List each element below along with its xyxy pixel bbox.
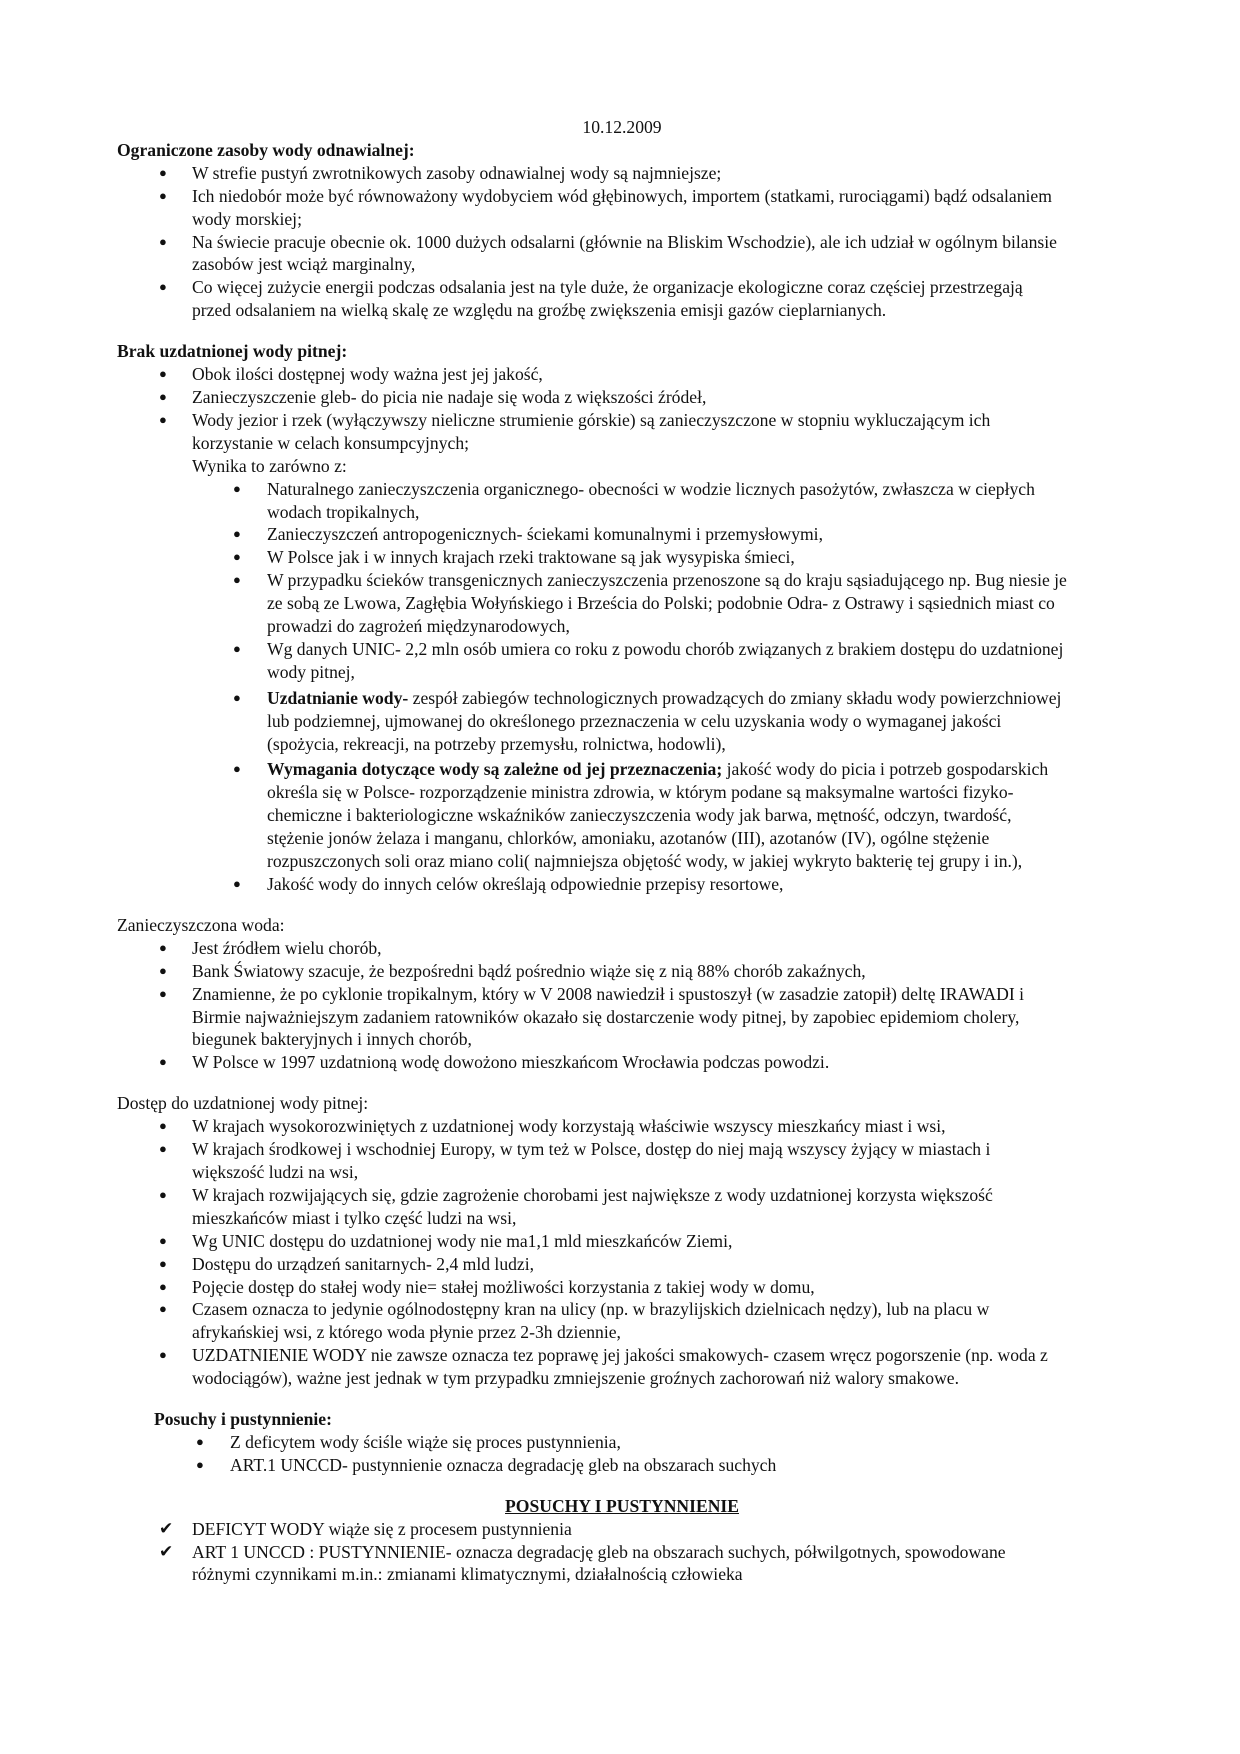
document-page (117, 116, 1127, 1586)
text-line: biegunek bakteryjnych i innych chorób, (192, 1029, 472, 1050)
text-line: Brak uzdatnionej wody pitnej: (117, 341, 348, 362)
text-line: wody pitnej, (267, 661, 355, 682)
section-label (117, 914, 1127, 937)
bullet-item (117, 386, 1127, 409)
text-line: Zanieczyszczeń antropogenicznych- ściekami komunalnymi i przemysłowymi, (267, 524, 823, 545)
text-line: chemiczne i bakteriologiczne wskaźników zanieczyszczenia wody jak barwa, mętność, odczyn, twardość, (267, 805, 1012, 826)
section-label (117, 1092, 1127, 1115)
text-line: Wg danych UNIC- 2,2 mln osób umiera co roku z powodu chorób związanych z brakiem dostępu do uzdatnionej (267, 638, 1064, 659)
text-line: Bank Światowy szacuje, że bezpośredni bądź pośrednio wiąże się z nią 88% chorób zakaźnych, (192, 960, 866, 981)
text-line: Wody jezior i rzek (wyłączywszy nieliczne strumienie górskie) są zanieczyszczone w stopniu wykluczającym ich (192, 409, 991, 430)
bullet-dot-icon: ● (159, 366, 167, 382)
text-line: W przypadku ścieków transgenicznych zanieczyszczenia przenoszone są do kraju sąsiadującego np. Bug niesie je (267, 570, 1067, 591)
bullet-dot-icon: ● (159, 1301, 167, 1317)
text-line: mieszkańców miast i tylko część ludzi na wsi, (192, 1207, 517, 1228)
sub-bullet-item (117, 546, 1127, 569)
bullet-dot-icon: ● (159, 388, 167, 404)
text-line: wodach tropikalnych, (267, 501, 420, 522)
bullet-dot-icon: ● (159, 164, 167, 180)
bullet-item (117, 162, 1127, 185)
bullet-dot-icon: ● (159, 1054, 167, 1070)
bullet-dot-icon: ● (159, 1232, 167, 1248)
bullet-dot-icon: ● (233, 549, 241, 565)
text-line: Co więcej zużycie energii podczas odsalania jest na tyle duże, że organizacje ekologiczne coraz częściej przestrzegają (192, 277, 1023, 298)
bullet-item (117, 1184, 1127, 1230)
text-line: Dostęp do uzdatnionej wody pitnej: (117, 1093, 369, 1114)
text-line: DEFICYT WODY wiąże się z procesem pustynnienia (192, 1518, 572, 1539)
text-line (267, 687, 1127, 710)
bullet-dot-icon: ● (233, 689, 241, 705)
bullet-item (117, 1344, 1127, 1390)
text-line: przed odsalaniem na wielką skalę ze względu na groźbę zwiększenia emisji gazów cieplarnianych. (192, 300, 887, 321)
bullet-dot-icon: ● (159, 1186, 167, 1202)
bullet-dot-icon: ● (233, 480, 241, 496)
text-line: Zanieczyszczenie gleb- do picia nie nadaje się woda z większości źródeł, (192, 386, 707, 407)
bullet-item (117, 1454, 1127, 1477)
bullet-dot-icon: ● (159, 233, 167, 249)
bullet-item (117, 363, 1127, 386)
bold-term: Uzdatnianie wody- (267, 687, 409, 708)
text-line: Ograniczone zasoby wody odnawialnej: (117, 139, 415, 160)
text-line: Posuchy i pustynnienie: (154, 1409, 332, 1430)
bullet-dot-icon: ● (159, 1347, 167, 1363)
bullet-dot-icon: ● (159, 187, 167, 203)
text-line: W krajach wysokorozwiniętych z uzdatnionej wody korzystają właściwie wszyscy mieszkańcy miast i wsi, (192, 1116, 946, 1137)
bullet-dot-icon: ● (159, 411, 167, 427)
text-line: W krajach rozwijających się, gdzie zagrożenie chorobami jest największe z wody uzdatnionej korzysta większość (192, 1184, 993, 1205)
bullet-item (117, 1431, 1127, 1454)
checklist-item (117, 1541, 1127, 1587)
sub-bullet-item (117, 758, 1127, 873)
bullet-item (117, 1051, 1127, 1074)
line-text: jakość wody do picia i potrzeb gospodarskich (722, 759, 1049, 780)
text-line: ze sobą ze Lwowa, Zagłębia Wołyńskiego i Brześcia do Polski; podobnie Odra- z Ostrawy i sąsiednich miast co (267, 593, 1055, 614)
text-line: Jest źródłem wielu chorób, (192, 937, 382, 958)
checkmark-icon: ✔ (159, 1541, 174, 1561)
text-line: W Polsce jak i w innych krajach rzeki traktowane są jak wysypiska śmieci, (267, 547, 795, 568)
text-line: stężenie jonów żelaza i manganu, chlorków, amoniaku, azotanów (III), azotanów (IV), ogólne stężenie (267, 828, 990, 849)
bullet-dot-icon: ● (196, 1456, 204, 1472)
subsection-heading (117, 1408, 1127, 1431)
text-line: UZDATNIENIE WODY nie zawsze oznacza tez poprawę jej jakości smakowych- czasem wręcz pogorszenie (np. woda z (192, 1345, 1048, 1366)
bullet-dot-icon: ● (159, 1141, 167, 1157)
bullet-dot-icon: ● (233, 640, 241, 656)
sub-bullet-item (117, 569, 1127, 638)
text-line: prowadzi do zagrożeń międzynarodowych, (267, 616, 570, 637)
text-line: W strefie pustyń zwrotnikowych zasoby odnawialnej wody są najmniejsze; (192, 162, 722, 183)
bullet-item (117, 1298, 1127, 1344)
document-date (117, 116, 1127, 139)
text-line: ART 1 UNCCD : PUSTYNNIENIE- oznacza degradację gleb na obszarach suchych, półwilgotnych, spowodowane (192, 1541, 1006, 1562)
text-line: Wg UNIC dostępu do uzdatnionej wody nie ma1,1 mld mieszkańców Ziemi, (192, 1230, 733, 1251)
text-line: Naturalnego zanieczyszczenia organicznego- obecności w wodzie licznych pasożytów, zwłaszcza w ciepłych (267, 478, 1035, 499)
bullet-dot-icon: ● (159, 1278, 167, 1294)
text-line: POSUCHY I PUSTYNNIENIE (505, 1495, 739, 1516)
text-line: korzystanie w celach konsumpcyjnych; (192, 432, 470, 453)
bullet-item (117, 960, 1127, 983)
bullet-item (117, 1115, 1127, 1138)
text-line: różnymi czynnikami m.in.: zmianami klimatycznymi, działalnością człowieka (192, 1564, 743, 1585)
text-line: Na świecie pracuje obecnie ok. 1000 dużych odsalarni (głównie na Bliskim Wschodzie), ale ich udział w ogólnym bilansie (192, 231, 1057, 252)
bullet-item (117, 1138, 1127, 1184)
text-line: Z deficytem wody ściśle wiąże się proces pustynnienia, (230, 1431, 621, 1452)
text-line (267, 758, 1127, 781)
bullet-item (117, 276, 1127, 322)
section-heading (117, 139, 1127, 162)
text-line: Pojęcie dostęp do stałej wody nie= stałej możliwości korzystania z takiej wody w domu, (192, 1276, 815, 1297)
checkmark-icon: ✔ (159, 1518, 174, 1538)
text-line: W Polsce w 1997 uzdatnioną wodę dowożono mieszkańcom Wrocławia podczas powodzi. (192, 1052, 830, 1073)
bullet-item (117, 983, 1127, 1052)
bullet-dot-icon: ● (159, 1118, 167, 1134)
text-line: Ich niedobór może być równoważony wydobyciem wód głębinowych, importem (statkami, rurociągami) bądź odsalaniem (192, 185, 1052, 206)
checklist-item (117, 1518, 1127, 1541)
text-line: (spożycia, rekreacji, na potrzeby przemysłu, rolnictwa, hodowli), (267, 733, 726, 754)
bullet-dot-icon: ● (233, 876, 241, 891)
bullet-item (117, 231, 1127, 277)
text-line: Wynika to zarówno z: (192, 455, 347, 476)
bullet-dot-icon: ● (233, 572, 241, 588)
bullet-item (117, 937, 1127, 960)
bold-term: Wymagania dotyczące wody są zależne od jej przeznaczenia; (267, 759, 723, 780)
bullet-dot-icon: ● (159, 279, 167, 295)
sub-bullet-item (117, 687, 1127, 756)
text-line: ART.1 UNCCD- pustynnienie oznacza degradację gleb na obszarach suchych (230, 1454, 777, 1475)
section-title (117, 1495, 1127, 1518)
text-line: afrykańskiej wsi, z którego woda płynie przez 2-3h dziennie, (192, 1322, 621, 1343)
text-line: wody morskiej; (192, 208, 302, 229)
text-line: W krajach środkowej i wschodniej Europy, w tym też w Polsce, dostęp do niej mają wszyscy żyjący w miastach i (192, 1139, 991, 1160)
sub-bullet-item (117, 638, 1127, 684)
text-line: Zanieczyszczona woda: (117, 914, 285, 935)
bullet-dot-icon: ● (159, 985, 167, 1001)
bullet-dot-icon: ● (233, 761, 241, 777)
line-text: zespół zabiegów technologicznych prowadzących do zmiany składu wody powierzchniowej (408, 687, 1062, 708)
text-line: większość ludzi na wsi, (192, 1161, 359, 1182)
text-line: rozpuszczonych soli oraz miano coli( najmniejsza objętość wody, w jakiej wykryto bakterię tej grupy i in.), (267, 851, 1023, 872)
bullet-dot-icon: ● (233, 526, 241, 542)
text-line: Dostępu do urządzeń sanitarnych- 2,4 mld ludzi, (192, 1253, 535, 1274)
text-line: lub podziemnej, ujmowanej do określonego przeznaczenia w celu uzyskania wody o wymaganej jakości (267, 710, 1002, 731)
bullet-item (117, 185, 1127, 231)
bullet-dot-icon: ● (159, 1255, 167, 1271)
text-line: Znamienne, że po cyklonie tropikalnym, który w V 2008 nawiedził i spustoszył (w zasadzie zatopił) deltę IRAWADI i (192, 983, 1024, 1004)
text-line: 10.12.2009 (582, 117, 662, 137)
text-line: Obok ilości dostępnej wody ważna jest jej jakość, (192, 364, 543, 385)
section-heading (117, 340, 1127, 363)
bullet-item (117, 1230, 1127, 1253)
text-line: określa się w Polsce- rozporządzenie ministra zdrowia, w którym podane są maksymalne wartości fizyko- (267, 782, 1014, 803)
bullet-item (117, 1253, 1127, 1276)
sub-bullet-item (117, 478, 1127, 524)
text-line: wodociągów), ważne jest jednak w tym przypadku zmniejszenie groźnych zachorowań niż walory smakowe. (192, 1368, 960, 1389)
text-line: Jakość wody do innych celów określają odpowiednie przepisy resortowe, (267, 874, 784, 894)
paragraph (117, 455, 1127, 478)
text-line: zasobów jest wciąż marginalny, (192, 254, 416, 275)
bullet-dot-icon: ● (159, 962, 167, 978)
sub-bullet-item (117, 873, 1127, 896)
bullet-dot-icon: ● (159, 939, 167, 955)
bullet-item (117, 1276, 1127, 1299)
text-line: Birmie najważniejszym zadaniem ratowników okazało się dostarczenie wody pitnej, by zapobiec epidemiom cholery, (192, 1006, 1020, 1027)
bullet-dot-icon: ● (196, 1433, 204, 1449)
text-line: Czasem oznacza to jedynie ogólnodostępny kran na ulicy (np. w brazylijskich dzielnicach nędzy), lub na placu w (192, 1299, 990, 1320)
bullet-item (117, 409, 1127, 455)
sub-bullet-item (117, 523, 1127, 546)
